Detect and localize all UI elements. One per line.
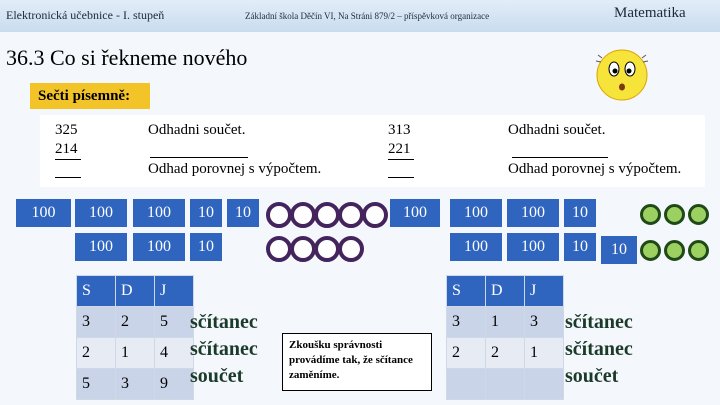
- unit-counter: [266, 236, 292, 262]
- place-value-hundred: 100: [450, 233, 502, 261]
- header-tens: D: [116, 276, 155, 307]
- table-cell: 1: [525, 338, 564, 369]
- left-estimate-label: Odhadni součet.: [148, 122, 246, 138]
- table-cell: [486, 369, 525, 400]
- unit-counter: [338, 236, 364, 262]
- table-cell: 5: [77, 369, 116, 400]
- term-label: součet: [565, 365, 619, 387]
- place-value-hundred: 100: [390, 199, 440, 227]
- unit-counter: [664, 204, 685, 225]
- place-value-hundred: 100: [133, 233, 185, 261]
- unit-counter: [640, 240, 661, 261]
- header-subject: Matematika: [614, 5, 686, 21]
- unit-counter: [338, 202, 364, 228]
- left-sum-line: [55, 159, 81, 160]
- term-label: sčítanec: [565, 311, 633, 333]
- unit-counter: [362, 202, 388, 228]
- table-cell: 5: [155, 307, 194, 338]
- table-cell: 3: [116, 369, 155, 400]
- table-cell: 4: [155, 338, 194, 369]
- table-cell: 3: [447, 307, 486, 338]
- place-value-ten: 10: [190, 233, 222, 261]
- place-value-hundred: 100: [75, 199, 127, 227]
- unit-counter: [314, 202, 340, 228]
- left-estimate-blank: [150, 157, 248, 158]
- header-units: J: [155, 276, 194, 307]
- table-cell: 3: [525, 307, 564, 338]
- place-value-ten: 10: [227, 199, 259, 227]
- right-sum-line: [388, 159, 414, 160]
- smiley-icon: [592, 45, 652, 103]
- header-school: Základní škola Děčín VI, Na Stráni 879/2 – příspěvková organizace: [245, 11, 490, 21]
- right-compare-label: Odhad porovnej s výpočtem.: [508, 161, 682, 177]
- left-terms: [190, 309, 258, 390]
- place-value-hundred: 100: [450, 199, 502, 227]
- table-cell: 1: [486, 307, 525, 338]
- term-label: sčítanec: [190, 311, 258, 333]
- term-label: sčítanec: [190, 338, 258, 360]
- right-addend-2: 221: [388, 141, 411, 157]
- place-value-hundred: 100: [133, 199, 185, 227]
- right-estimate-label: Odhadni součet.: [508, 122, 606, 138]
- unit-counter: [640, 204, 661, 225]
- left-place-value-table: [76, 275, 194, 400]
- right-answer-blank: [388, 177, 414, 178]
- unit-counter: [314, 236, 340, 262]
- right-terms: [565, 309, 633, 390]
- unit-counter: [290, 202, 316, 228]
- term-label: sčítanec: [565, 338, 633, 360]
- right-estimate-blank: [512, 157, 608, 158]
- left-compare-label: Odhad porovnej s výpočtem.: [148, 161, 322, 177]
- check-note: Zkoušku správnosti provádíme tak, že sčítance zaměníme.: [282, 333, 432, 391]
- page-title: 36.3 Co si řekneme nového: [6, 45, 248, 70]
- place-value-ten: 10: [190, 199, 222, 227]
- unit-counter: [266, 202, 292, 228]
- place-value-hundred: 100: [16, 199, 71, 227]
- left-addend-2: 214: [55, 141, 78, 157]
- table-cell: 2: [447, 338, 486, 369]
- table-cell: 2: [116, 307, 155, 338]
- unit-counter: [688, 204, 709, 225]
- unit-counter: [664, 240, 685, 261]
- task-label: Sečti písemně:: [30, 83, 150, 109]
- place-value-ten: 10: [601, 236, 637, 264]
- left-addend-1: 325: [55, 122, 78, 138]
- right-addend-1: 313: [388, 122, 411, 138]
- right-place-value-table: [446, 275, 564, 400]
- table-cell: 9: [155, 369, 194, 400]
- table-cell: [525, 369, 564, 400]
- unit-counter: [688, 240, 709, 261]
- place-value-ten: 10: [564, 199, 596, 227]
- table-cell: 2: [486, 338, 525, 369]
- header-course: Elektronická učebnice - I. stupeň: [6, 8, 165, 22]
- table-cell: 3: [77, 307, 116, 338]
- place-value-hundred: 100: [75, 233, 127, 261]
- header-tens: D: [486, 276, 525, 307]
- place-value-hundred: 100: [507, 199, 559, 227]
- header-hundreds: S: [447, 276, 486, 307]
- table-cell: 1: [116, 338, 155, 369]
- table-cell: 2: [77, 338, 116, 369]
- header-units: J: [525, 276, 564, 307]
- unit-counter: [290, 236, 316, 262]
- place-value-hundred: 100: [507, 233, 559, 261]
- table-cell: [447, 369, 486, 400]
- left-answer-blank: [55, 177, 81, 178]
- place-value-ten: 10: [564, 233, 596, 261]
- header-hundreds: S: [77, 276, 116, 307]
- term-label: součet: [190, 365, 244, 387]
